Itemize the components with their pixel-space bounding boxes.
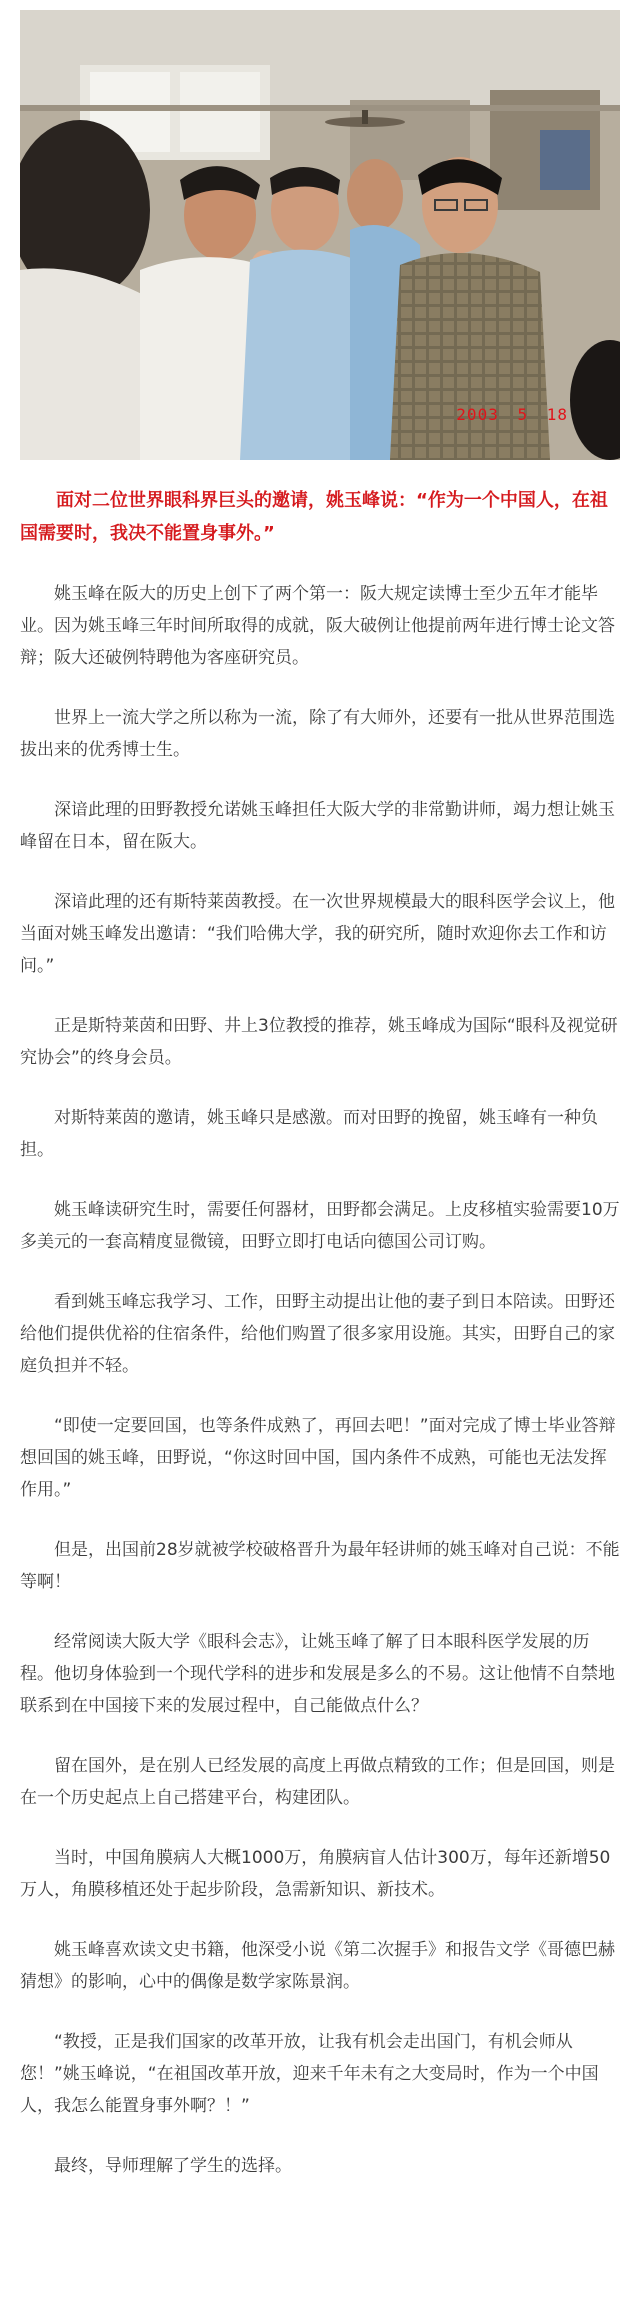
paragraph-16: 最终，导师理解了学生的选择。 <box>54 2156 292 2176</box>
paragraph-14: 姚玉峰喜欢读文史书籍，他深受小说《第二次握手》和报告文学《哥德巴赫猜想》的影响，心中的偶像是数学家陈景润。 <box>20 1940 615 1992</box>
photo-caption: 面对二位世界眼科界巨头的邀请，姚玉峰说：“作为一个中国人，在祖国需要时，我决不能置身事外。” <box>20 490 608 544</box>
paragraph-5: 正是斯特莱茵和田野、井上3位教授的推荐，姚玉峰成为国际“眼科及视觉研究协会”的终身会员。 <box>20 1016 618 1068</box>
paragraph-3: 深谙此理的田野教授允诺姚玉峰担任大阪大学的非常勤讲师，竭力想让姚玉峰留在日本，留在阪大。 <box>20 800 615 852</box>
paragraph-8: 看到姚玉峰忘我学习、工作，田野主动提出让他的妻子到日本陪读。田野还给他们提供优裕的住宿条件，给他们购置了很多家用设施。其实，田野自己的家庭负担并不轻。 <box>20 1292 615 1376</box>
group-photo <box>20 10 620 460</box>
group-photo-icon <box>20 10 620 460</box>
paragraph-12: 留在国外，是在别人已经发展的高度上再做点精致的工作；但是回国，则是在一个历史起点上自己搭建平台，构建团队。 <box>20 1756 615 1808</box>
paragraph-1: 姚玉峰在阪大的历史上创下了两个第一：阪大规定读博士至少五年才能毕业。因为姚玉峰三年时间所取得的成就，阪大破例让他提前两年进行博士论文答辩；阪大还破例特聘他为客座研究员。 <box>20 584 615 668</box>
paragraph-15: “教授，正是我们国家的改革开放，让我有机会走出国门，有机会师从您！”姚玉峰说，“在祖国改革开放，迎来千年未有之大变局时，作为一个中国人，我怎么能置身事外啊？！” <box>20 2032 599 2116</box>
paragraph-11: 经常阅读大阪大学《眼科会志》，让姚玉峰了解了日本眼科医学发展的历程。他切身体验到一个现代学科的进步和发展是多么的不易。这让他情不自禁地联系到在中国接下来的发展过程中，自己能做点什么？ <box>20 1632 615 1716</box>
photo-date-stamp: 2003 5 18 <box>456 405 568 424</box>
paragraph-4: 深谙此理的还有斯特莱茵教授。在一次世界规模最大的眼科医学会议上，他当面对姚玉峰发出邀请：“我们哈佛大学，我的研究所，随时欢迎你去工作和访问。” <box>20 892 615 976</box>
paragraph-2: 世界上一流大学之所以称为一流，除了有大师外，还要有一批从世界范围选拔出来的优秀博士生。 <box>20 708 615 760</box>
paragraph-10: 但是，出国前28岁就被学校破格晋升为最年轻讲师的姚玉峰对自己说：不能等啊！ <box>20 1540 620 1592</box>
paragraph-6: 对斯特莱茵的邀请，姚玉峰只是感激。而对田野的挽留，姚玉峰有一种负担。 <box>20 1108 598 1160</box>
paragraph-13: 当时，中国角膜病人大概1000万，角膜病盲人估计300万，每年还新增50万人，角膜移植还处于起步阶段，急需新知识、新技术。 <box>20 1848 611 1900</box>
paragraph-9: “即使一定要回国，也等条件成熟了，再回去吧！”面对完成了博士毕业答辩想回国的姚玉峰，田野说，“你这时回中国，国内条件不成熟，可能也无法发挥作用。” <box>20 1416 616 1500</box>
paragraph-7: 姚玉峰读研究生时，需要任何器材，田野都会满足。上皮移植实验需要10万多美元的一套高精度显微镜，田野立即打电话向德国公司订购。 <box>20 1200 620 1252</box>
article <box>20 0 620 2182</box>
